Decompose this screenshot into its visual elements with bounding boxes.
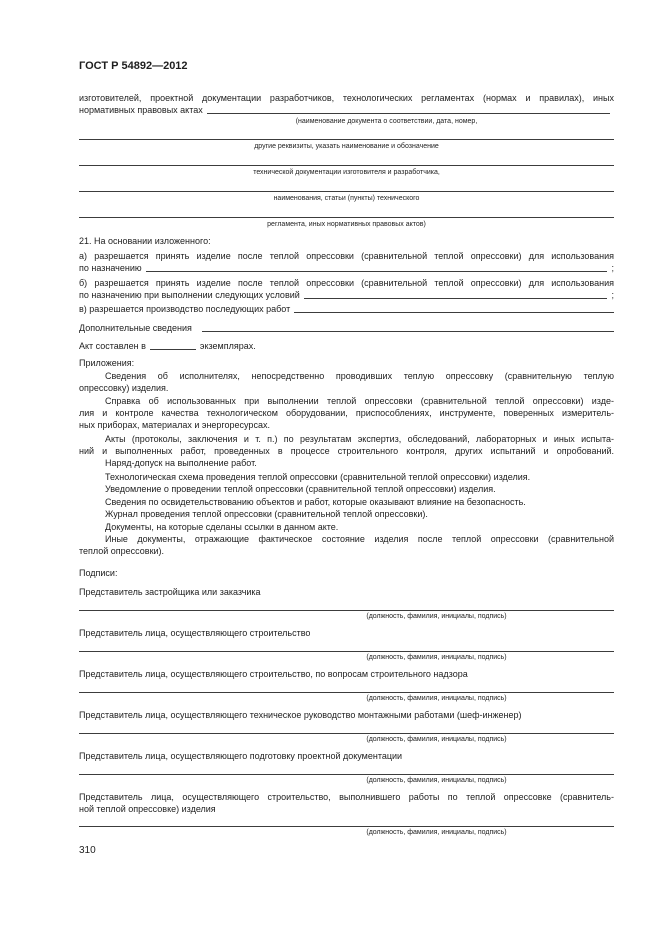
signature-line	[79, 826, 614, 827]
document-code: ГОСТ Р 54892—2012	[79, 60, 188, 72]
section-21-a-line-2: по назначению	[79, 263, 142, 273]
appendix-line: Наряд-допуск на выполнение работ.	[105, 458, 257, 468]
section-21-c-row	[79, 303, 614, 315]
signatory-label: Представитель лица, осуществляющего строительство	[79, 628, 311, 638]
intro-line-2: нормативных правовых актах	[79, 105, 203, 115]
section-21-a-row	[79, 262, 614, 274]
fill-line	[146, 270, 608, 272]
section-21-title: 21. На основании изложенного:	[79, 236, 211, 246]
signature-line	[79, 733, 614, 734]
signature-line	[79, 692, 614, 693]
intro-line-1: изготовителей, проектной документации разработчиков, технологических регламентах (нормах и правилах), иных	[79, 93, 614, 103]
intro-caption-2: другие реквизиты, указать наименование и обозначение	[254, 143, 439, 150]
blank-line	[79, 139, 614, 140]
signatory-label: Представитель лица, осуществляющего техническое руководство монтажными работами (шеф-инженер)	[79, 710, 522, 720]
appendix-title: Приложения:	[79, 358, 135, 368]
section-21-c-line: в) разрешается производство последующих работ	[79, 304, 291, 314]
appendix-line: Акты (протоколы, заключения и т. п.) по результатам экспертиз, обследований, лабораторных и иных испыта-	[105, 434, 614, 444]
signatory-label: Представитель лица, осуществляющего строительство, выполнившего работы по теплой опрессовке (сравнитель-	[79, 792, 614, 802]
signature-line	[79, 651, 614, 652]
signature-caption: (должность, фамилия, инициалы, подпись)	[366, 736, 507, 743]
section-21-a-line-1: а) разрешается принять изделие после теплой опрессовки (сравнительной теплой опрессовки) для использования	[79, 251, 614, 261]
blank-line	[79, 217, 614, 218]
additional-label: Дополнительные сведения	[79, 323, 192, 333]
appendix-line: Сведения по освидетельствованию объектов и работ, которые оказывают влияние на безопасность.	[105, 497, 526, 507]
intro-caption-1: (наименование документа о соответствии, дата, номер,	[295, 118, 478, 125]
fill-line	[294, 311, 614, 313]
copies-blank	[150, 348, 196, 350]
intro-caption-5: регламента, иных нормативных правовых актов)	[267, 221, 426, 228]
signature-caption: (должность, фамилия, инициалы, подпись)	[366, 695, 507, 702]
act-suffix: экземплярах.	[199, 341, 256, 351]
appendix-line: ных приборах, материалах и энергоресурсах.	[79, 420, 270, 430]
signature-caption: (должность, фамилия, инициалы, подпись)	[366, 654, 507, 661]
intro-caption-4: наименования, статьи (пункты) технического	[273, 195, 420, 202]
signature-caption: (должность, фамилия, инициалы, подпись)	[366, 777, 507, 784]
fill-line	[202, 330, 614, 332]
intro-fill-line	[207, 112, 610, 114]
signatory-label: ной теплой опрессовке) изделия	[79, 804, 216, 814]
appendix-line: Технологическая схема проведения теплой опрессовки (сравнительной теплой опрессовки) изделия.	[105, 472, 531, 482]
appendix-line: ний и выполненных работ, проведенных в процессе строительного контроля, других испытаний и опробований.	[79, 446, 614, 456]
signature-caption: (должность, фамилия, инициалы, подпись)	[366, 613, 507, 620]
signatory-label: Представитель лица, осуществляющего строительство, по вопросам строительного надзора	[79, 669, 468, 679]
blank-line	[79, 191, 614, 192]
section-21-b-line-2: по назначению при выполнении следующих условий	[79, 290, 300, 300]
signatory-label: Представитель лица, осуществляющего подготовку проектной документации	[79, 751, 403, 761]
blank-line	[79, 165, 614, 166]
signature-caption: (должность, фамилия, инициалы, подпись)	[366, 829, 507, 836]
semicolon: ;	[611, 290, 614, 300]
additional-row	[79, 322, 614, 334]
act-prefix: Акт составлен в	[79, 341, 146, 351]
signature-line	[79, 774, 614, 775]
appendix-line: лия и контроле качества технологическом оборудовании, приспособлениях, инструменте, поверенных измеритель-	[79, 408, 614, 418]
appendix-line: Документы, на которые сделаны ссылки в данном акте.	[105, 522, 339, 532]
page-number: 310	[79, 845, 96, 856]
signatory-label: Представитель застройщика или заказчика	[79, 587, 261, 597]
fill-line	[304, 297, 608, 299]
appendix-line: Справка об использованных при выполнении теплой опрессовки (сравнительной теплой опрессовки) изде-	[105, 396, 614, 406]
appendix-line: теплой опрессовки).	[79, 546, 165, 556]
section-21-b-line-1: б) разрешается принять изделие после теплой опрессовки (сравнительной теплой опрессовки) для использования	[79, 278, 614, 288]
act-copies-row	[79, 340, 614, 352]
intro-caption-3: технической документации изготовителя и разработчика,	[253, 169, 440, 176]
signatures-title: Подписи:	[79, 568, 118, 578]
document-page	[79, 0, 614, 936]
appendix-line: Уведомление о проведении теплой опрессовки (сравнительной теплой опрессовки) изделия.	[105, 484, 496, 494]
section-21-b-row	[79, 289, 614, 301]
appendix-line: Иные документы, отражающие фактическое состояние изделия после теплой опрессовки (сравнительной	[105, 534, 614, 544]
appendix-line: опрессовку) изделия.	[79, 383, 169, 393]
appendix-line: Журнал проведения теплой опрессовки (сравнительной теплой опрессовки).	[105, 509, 428, 519]
intro-line-2-row	[79, 104, 614, 116]
signature-line	[79, 610, 614, 611]
semicolon: ;	[611, 263, 614, 273]
appendix-line: Сведения об исполнителях, непосредственно проводивших теплую опрессовку (сравнительную теплую	[105, 371, 614, 381]
